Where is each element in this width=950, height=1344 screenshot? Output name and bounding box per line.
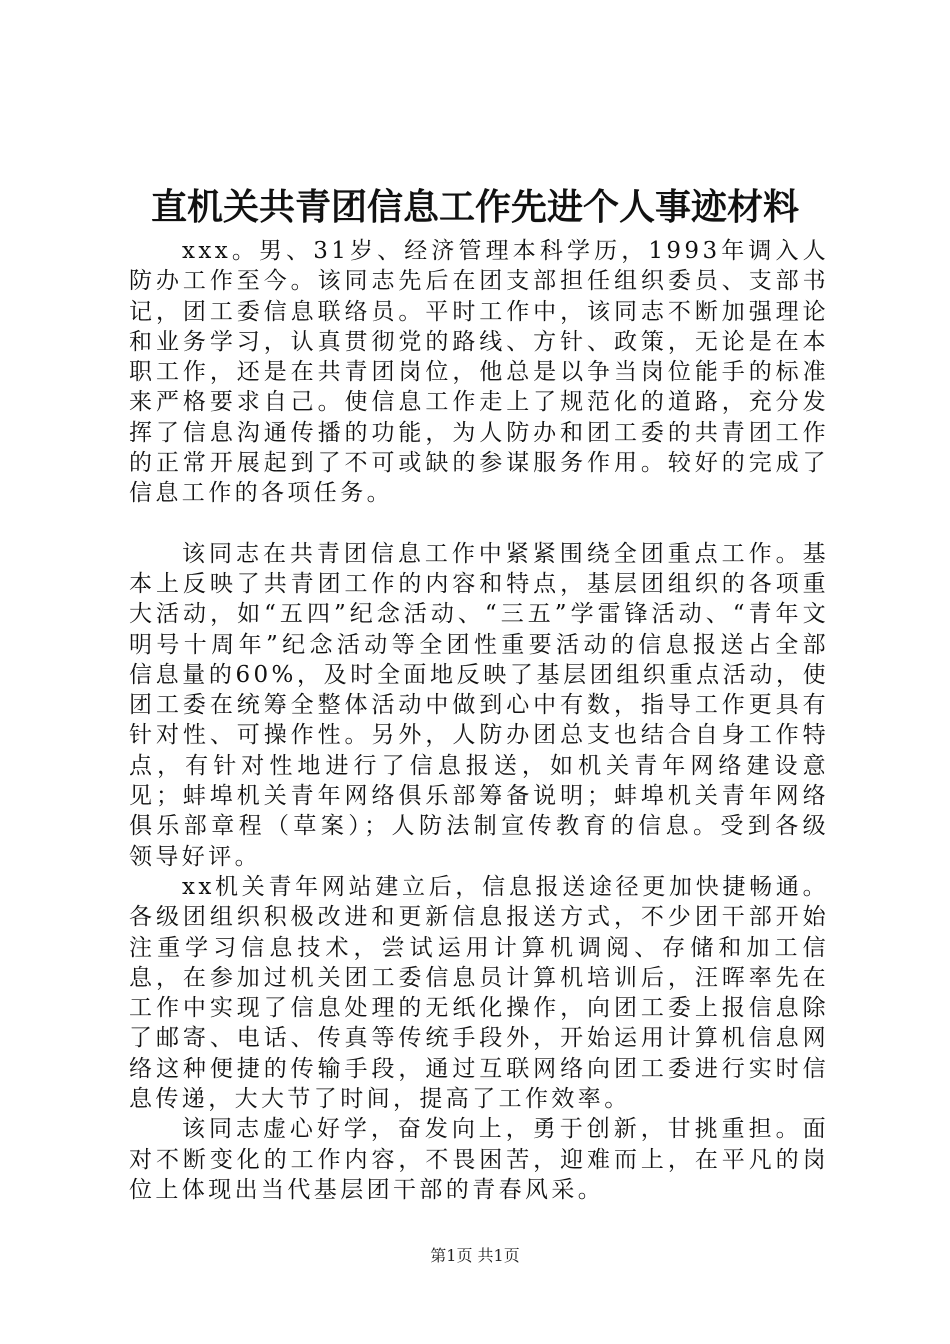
- page-number-footer: 第1页 共1页: [430, 1246, 520, 1265]
- document-title: 直机关共青团信息工作先进个人事迹材料: [150, 187, 799, 228]
- paragraph-intro: xxx。男、31岁、经济管理本科学历，1993年调入人防办工作至今。该同志先后在团支部担任组织委员、支部书记，团工委信息联络员。平时工作中，该同志不断加强理论和业务学习，认真贯彻党的路线、方针、政策，无论是在本职工作，还是在共青团岗位，他总是以争当岗位能手的标准来严格要求自己。使信息工作走上了规范化的道路，充分发挥了信息沟通传播的功能，为人防办和团工委的共青团工作的正常开展起到了不可或缺的参谋服务作用。较好的完成了信息工作的各项任务。: [129, 238, 829, 507]
- document-body: [129, 236, 829, 1205]
- paragraph-key-work: 该同志在共青团信息工作中紧紧围绕全团重点工作。基本上反映了共青团工作的内容和特点，基层团组织的各项重大活动，如“五四”纪念活动、“三五”学雷锋活动、“青年文明号十周年”纪念活动等全团性重要活动的信息报送占全部信息量的60%，及时全面地反映了基层团组织重点活动，使团工委在统筹全整体活动中做到心中有数，指导工作更具有针对性、可操作性。另外，人防办团总支也结合自身工作特点，有针对性地进行了信息报送，如机关青年网络建设意见；蚌埠机关青年网络俱乐部筹备说明；蚌埠机关青年网络俱乐部章程（草案）；人防法制宣传教育的信息。受到各级领导好评。: [129, 540, 829, 870]
- paragraph-conclusion: 该同志虚心好学，奋发向上，勇于创新，甘挑重担。面对不断变化的工作内容，不畏困苦，迎难而上，在平凡的岗位上体现出当代基层团干部的青春风采。: [129, 1116, 829, 1203]
- paragraph-website: xx机关青年网站建立后，信息报送途径更加快捷畅通。各级团组织积极改进和更新信息报送方式，不少团干部开始注重学习信息技术，尝试运用计算机调阅、存储和加工信息，在参加过机关团工委信息员计算机培训后，汪晖率先在工作中实现了信息处理的无纸化操作，向团工委上报信息除了邮寄、电话、传真等传统手段外，开始运用计算机信息网络这种便捷的传输手段，通过互联网络向团工委进行实时信息传递，大大节了时间，提高了工作效率。: [129, 873, 829, 1113]
